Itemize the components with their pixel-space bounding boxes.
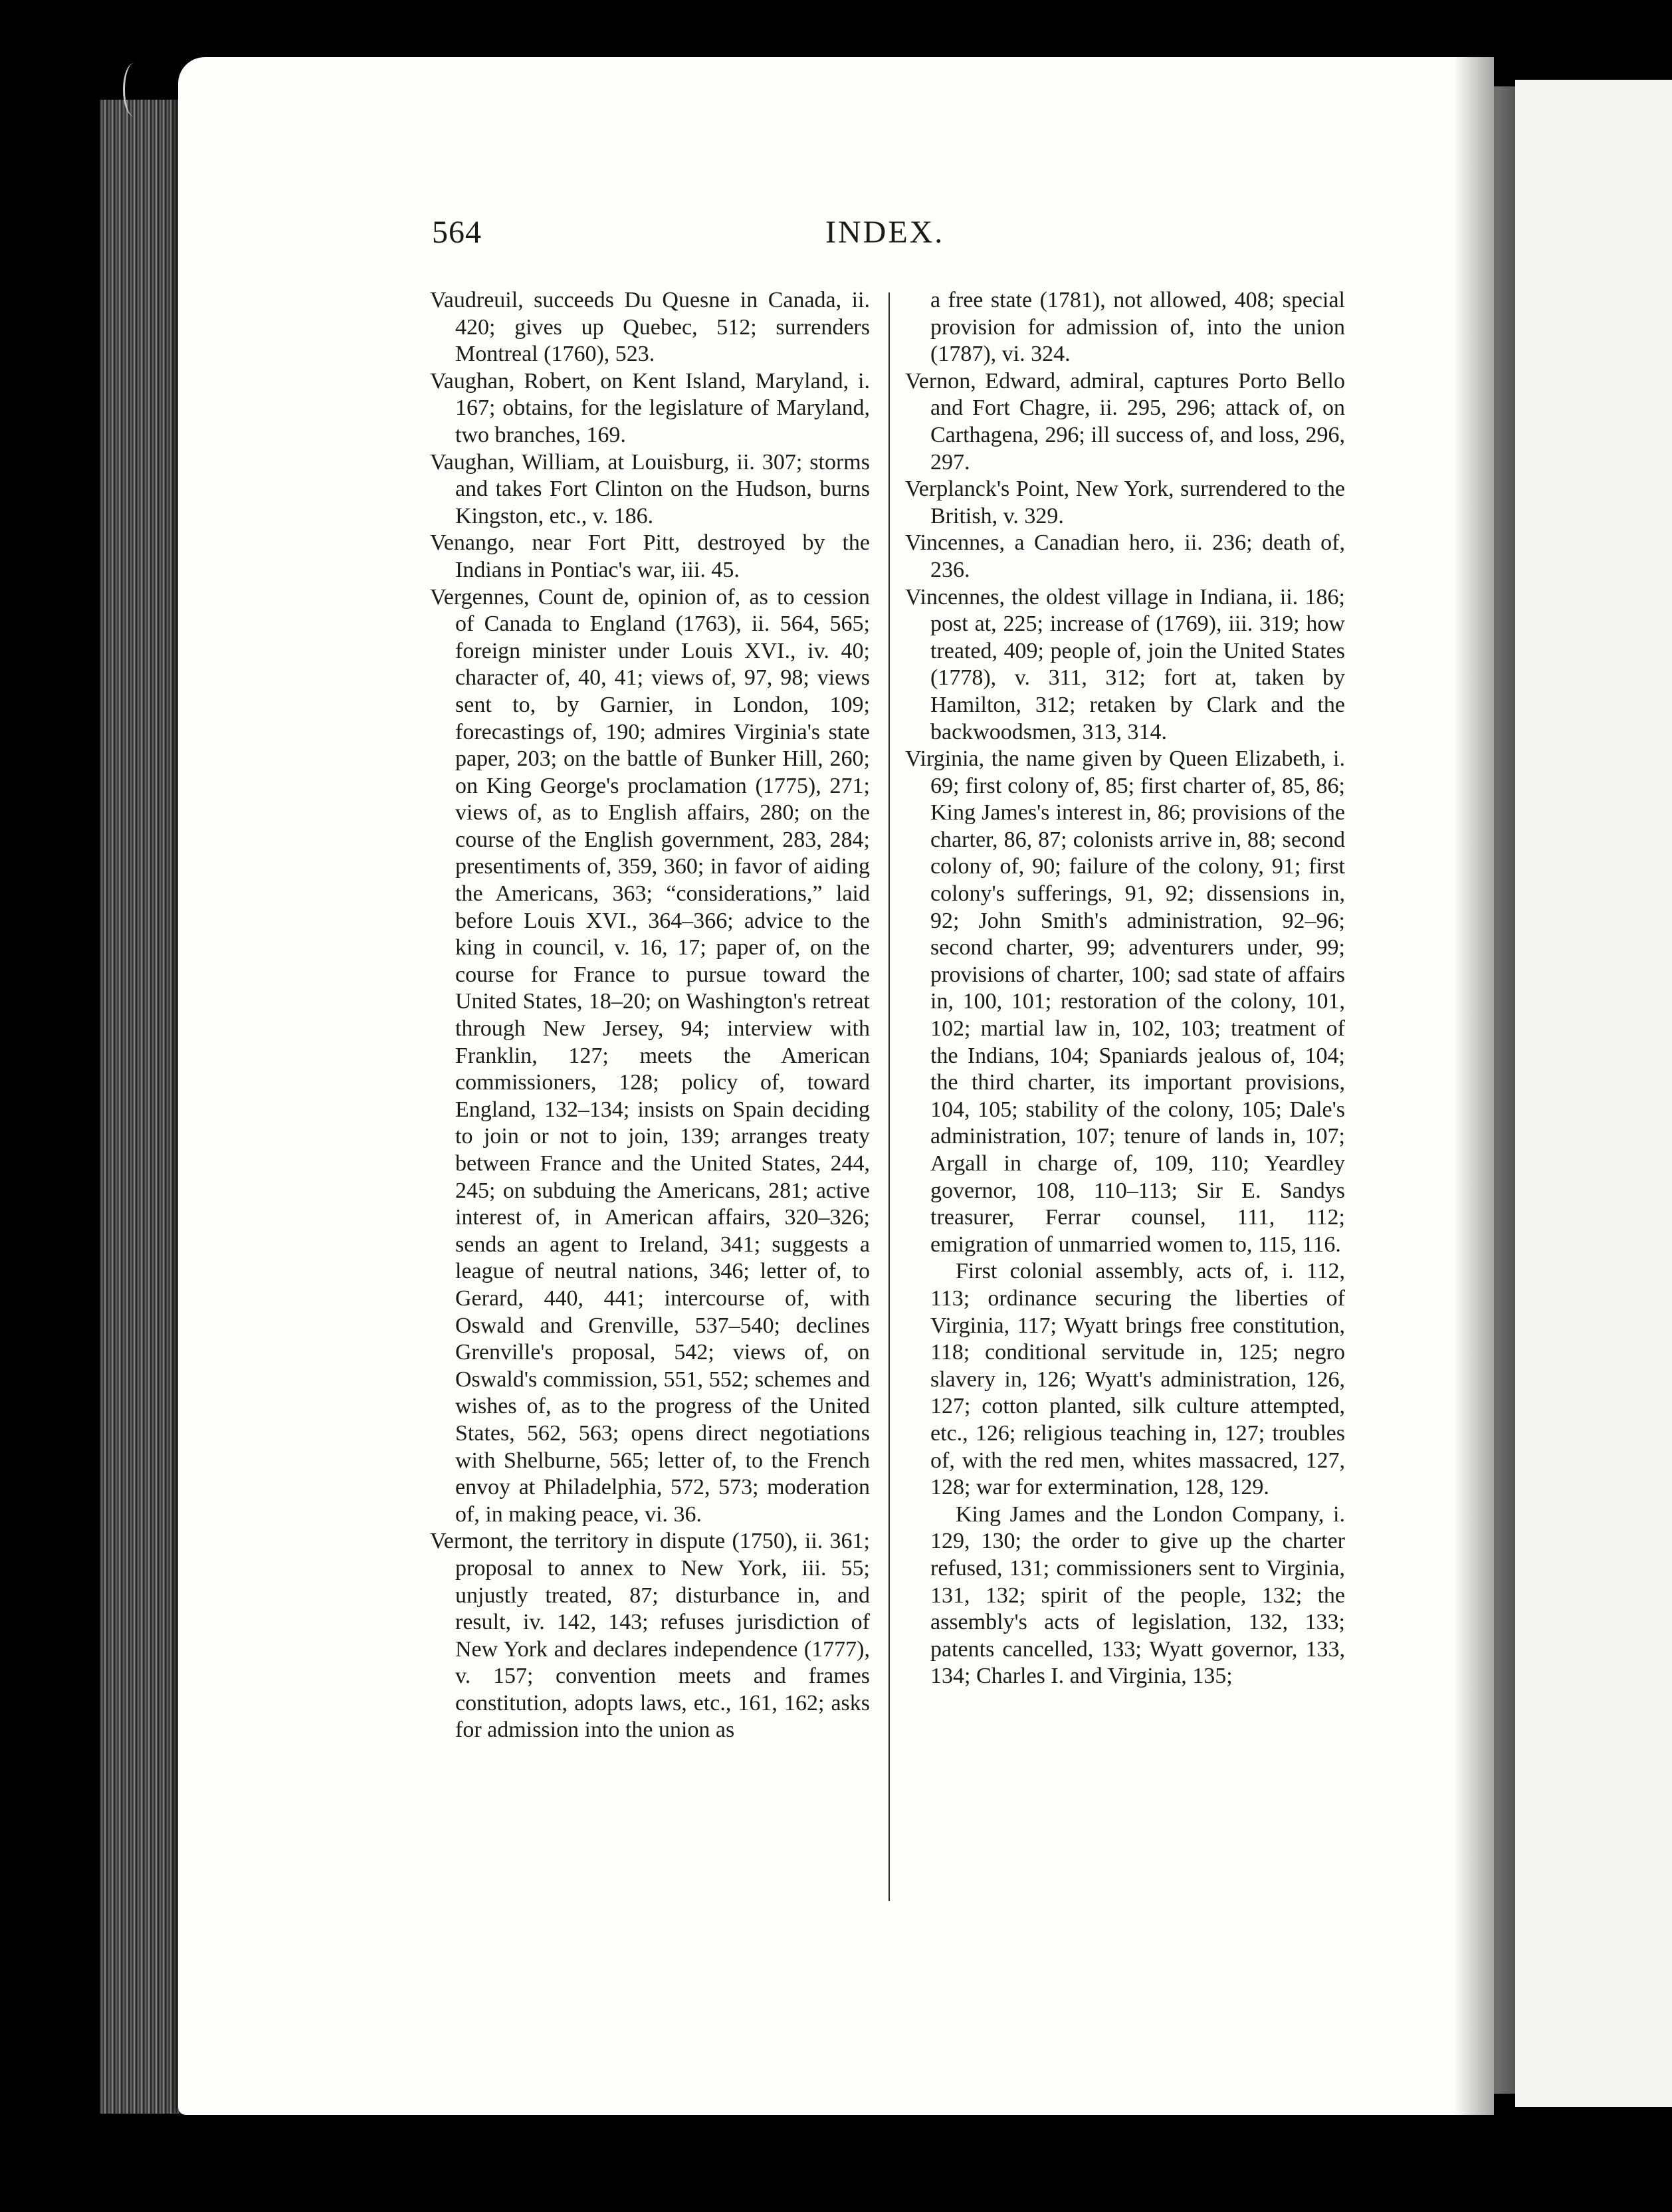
- index-entry: Venango, near Fort Pitt, destroyed by the Indians in Pontiac's war, iii. 45.: [430, 530, 870, 582]
- index-entry: Virginia, the name given by Queen Elizabeth, i. 69; first colony of, 85; first charter of, 85, 86; King James's interest in, 86; provisions of the charter, 86, 87; colonists arrive in, 88; second colony of, 90; failure of the colony, 91; first colony's sufferings, 91, 92; dissensions in, 92; John Smith's administration, 92–96; second charter, 99; adventurers under, 99; provisions of charter, 100; sad state of affairs in, 100, 101; restoration of the colony, 101, 102; martial law in, 102, 103; treatment of the Indians, 104; Spaniards jealous of, 104; the third charter, its important provisions, 104, 105; stability of the colony, 105; Dale's administration, 107; tenure of lands in, 107; Argall in charge of, 109, 110; Yeardley governor, 108, 110–113; Sir E. Sandys treasurer, Ferrar counsel, 111, 112; emigration of unmarried women to, 115, 116.: [905, 746, 1345, 1257]
- index-entry: Vaughan, Robert, on Kent Island, Maryland, i. 167; obtains, for the legislature of Maryland, two branches, 169.: [430, 368, 870, 447]
- page-number: 564: [432, 215, 482, 250]
- gutter-shadow: [1454, 57, 1494, 2115]
- index-subentry: King James and the London Company, i. 129, 130; the order to give up the charter refused, 131; commissioners sent to Virginia, 131, 132; spirit of the people, 132; the assembly's acts of legislation, 132, 133; patents cancelled, 133; Wyatt governor, 133, 134; Charles I. and Virginia, 135;: [930, 1501, 1345, 1689]
- index-entry: Vergennes, Count de, opinion of, as to cession of Canada to England (1763), ii. 564, 565; foreign minister under Louis XVI., iv. 40; character of, 40, 41; views of, 97, 98; views sent to, by Garnier, in London, 109; forecastings of, 190; admires Virginia's state paper, 203; on the battle of Bunker Hill, 260; on King George's proclamation (1775), 271; views of, as to English affairs, 280; on the course of the English government, 283, 284; presentiments of, 359, 360; in favor of aiding the Americans, 363; “considerations,” laid before Louis XVI., 364–366; advice to the king in council, v. 16, 17; paper of, on the course for France to pursue toward the United States, 18–20; on Washington's retreat through New Jersey, 94; interview with Franklin, 127; meets the American commissioners, 128; policy of, toward England, 132–134; insists on Spain deciding to join or not to join, 139; arranges treaty between France and the United States, 244, 245; on subduing the Americans, 281; active interest of, in American affairs, 320–326; sends an agent to Ireland, 341; suggests a league of neutral nations, 346; letter of, to Gerard, 440, 441; intercourse of, with Oswald and Grenville, 537–540; declines Grenville's proposal, 542; views of, on Oswald's commission, 551, 552; schemes and wishes of, as to the progress of the United States, 562, 563; opens direct negotiations with Shelburne, 565; letter of, to the French envoy at Philadelphia, 572, 573; moderation of, in making peace, vi. 36.: [430, 584, 870, 1527]
- index-entry: Vermont, the territory in dispute (1750), ii. 361; proposal to annex to New York, iii. 55; unjustly treated, 87; disturbance in, and result, iv. 142, 143; refuses jurisdiction of New York and declares independence (1777), v. 157; convention meets and frames constitution, adopts laws, etc., 161, 162; asks for admission into the union as: [430, 1529, 870, 1743]
- index-subentry: First colonial assembly, acts of, i. 112, 113; ordinance securing the liberties of Virginia, 117; Wyatt brings free constitution, 118; conditional servitude in, 125; negro slavery in, 126; Wyatt's administration, 126, 127; cotton planted, silk culture attempted, etc., 126; religious teaching in, 127; troubles of, with the red men, whites massacred, 127, 128; war for extermination, 128, 129.: [930, 1259, 1345, 1500]
- running-head: INDEX.: [825, 215, 945, 250]
- index-entry-continued: a free state (1781), not allowed, 408; special provision for admission of, into the union (1787), vi. 324.: [930, 288, 1345, 367]
- index-entry: Verplanck's Point, New York, surrendered to the British, v. 329.: [905, 477, 1345, 528]
- column-divider: [888, 292, 890, 1901]
- facing-page-sliver: [1515, 80, 1672, 2107]
- index-column-right: [905, 287, 1345, 1690]
- index-entry: Vincennes, a Canadian hero, ii. 236; death of, 236.: [905, 530, 1345, 582]
- index-column-left: [430, 287, 870, 1744]
- index-entry: Vaudreuil, succeeds Du Quesne in Canada, ii. 420; gives up Quebec, 512; surrenders Montreal (1760), 523.: [430, 288, 870, 367]
- index-entry: Vernon, Edward, admiral, captures Porto Bello and Fort Chagre, ii. 295, 296; attack of, on Carthagena, 296; ill success of, and loss, 296, 297.: [905, 368, 1345, 475]
- index-entry: Vaughan, William, at Louisburg, ii. 307; storms and takes Fort Clinton on the Hudson, burns Kingston, etc., v. 186.: [430, 449, 870, 528]
- index-entry: Vincennes, the oldest village in Indiana, ii. 186; post at, 225; increase of (1769), iii. 319; how treated, 409; people of, join the United States (1778), v. 311, 312; fort at, taken by Hamilton, 312; retaken by Clark and the backwoodsmen, 313, 314.: [905, 584, 1345, 744]
- page-header: [432, 214, 1349, 261]
- page-curl: [123, 63, 145, 116]
